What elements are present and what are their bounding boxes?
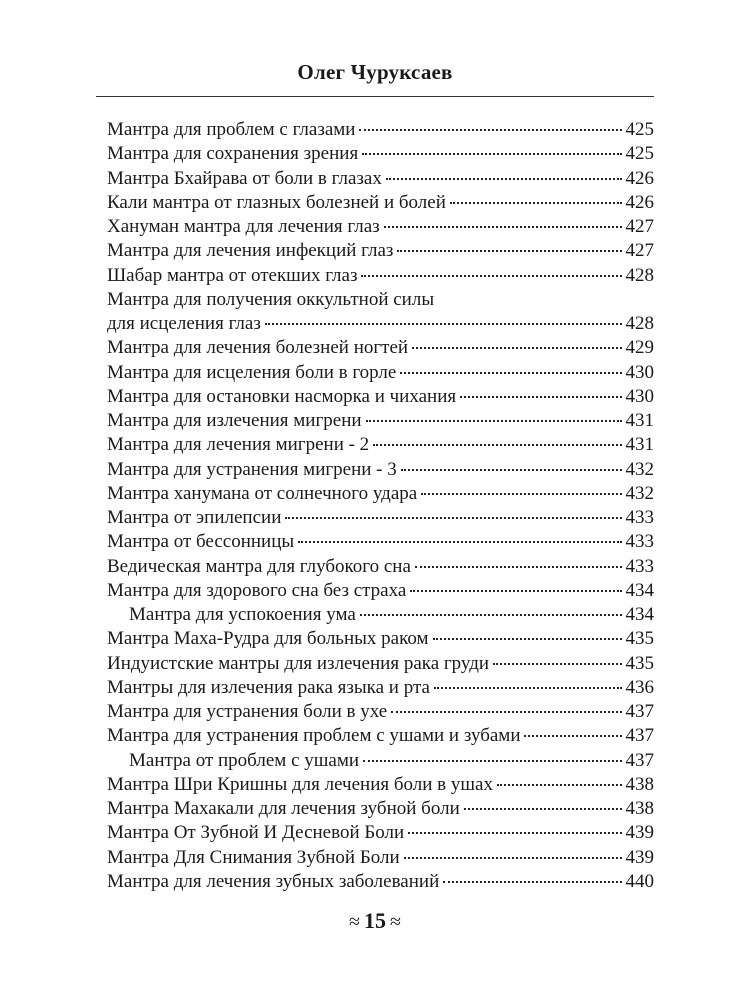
toc-entry-page: 425 bbox=[625, 143, 654, 165]
toc-entry-title: для исцеления глаз bbox=[107, 313, 261, 334]
toc-entry-title: Мантра для успокоения ума bbox=[129, 604, 356, 625]
dot-leader bbox=[366, 419, 622, 422]
toc-entry-page: 432 bbox=[625, 458, 654, 480]
dot-leader bbox=[421, 492, 621, 495]
toc-entry-page: 434 bbox=[625, 604, 654, 625]
toc-entry-title: Мантра Маха-Рудра для больных раком bbox=[107, 628, 429, 650]
toc-entry-title: Мантра Махакали для лечения зубной боли bbox=[107, 798, 460, 819]
toc-entry-title: Мантра ханумана от солнечного удара bbox=[107, 482, 418, 504]
toc-entry-page: 435 bbox=[625, 628, 654, 650]
toc-entry bbox=[107, 773, 654, 797]
toc-entry bbox=[107, 142, 654, 166]
dot-leader bbox=[415, 565, 622, 568]
toc-entry-page: 437 bbox=[625, 725, 654, 747]
dot-leader bbox=[265, 322, 622, 325]
toc-entry bbox=[107, 312, 654, 336]
toc-entry-title: Мантра для исцеления боли в горле bbox=[107, 361, 397, 383]
toc-entry-page: 438 bbox=[625, 773, 654, 795]
dot-leader bbox=[391, 710, 621, 713]
toc-entry bbox=[107, 627, 654, 651]
dot-leader bbox=[524, 734, 621, 737]
footer-ornament-left: ≈ bbox=[349, 911, 360, 933]
toc-entry bbox=[107, 530, 654, 554]
toc-entry bbox=[107, 264, 654, 288]
toc-entry-title: Мантра От Зубной И Десневой Боли bbox=[107, 822, 405, 844]
dot-leader bbox=[363, 759, 621, 762]
dot-leader bbox=[408, 831, 621, 834]
toc-entry bbox=[107, 361, 654, 385]
dot-leader bbox=[460, 395, 621, 398]
toc-entry-title-line: Мантра для получения оккультной силы bbox=[107, 288, 435, 310]
toc-entry bbox=[107, 385, 654, 409]
toc-entry bbox=[107, 336, 654, 360]
toc-entry-page: 435 bbox=[625, 652, 654, 674]
toc-entry-page: 439 bbox=[625, 846, 654, 868]
toc-entry bbox=[107, 458, 654, 482]
page-number: 15 bbox=[364, 908, 386, 933]
toc-entry-title: Мантра для излечения мигрени bbox=[107, 410, 362, 431]
toc-entry bbox=[107, 555, 654, 579]
dot-leader bbox=[433, 637, 622, 640]
toc-entry bbox=[107, 506, 654, 530]
toc-entry-page: 433 bbox=[625, 507, 654, 528]
dot-leader bbox=[359, 128, 621, 131]
toc-entry bbox=[107, 603, 654, 627]
toc-entry bbox=[107, 215, 654, 239]
toc-entry-page: 431 bbox=[625, 434, 654, 456]
toc-entry bbox=[107, 797, 654, 821]
toc-entry-title: Мантра Для Снимания Зубной Боли bbox=[107, 846, 400, 868]
dot-leader bbox=[397, 249, 621, 252]
toc-entry-page: 430 bbox=[625, 361, 654, 383]
dot-leader bbox=[497, 783, 622, 786]
toc-entry-page: 439 bbox=[625, 822, 654, 844]
toc-entry bbox=[107, 239, 654, 263]
footer-ornament-right: ≈ bbox=[390, 911, 401, 933]
toc-entry bbox=[107, 118, 654, 142]
toc-entry-title: Мантра для устранения боли в ухе bbox=[107, 701, 388, 722]
toc-entry bbox=[107, 676, 654, 700]
toc-entry bbox=[107, 724, 654, 748]
toc-entry-page: 430 bbox=[625, 385, 654, 407]
dot-leader bbox=[298, 540, 621, 543]
dot-leader bbox=[464, 807, 622, 810]
toc-entry-title: Мантра для лечения инфекций глаз bbox=[107, 240, 394, 262]
toc-entry bbox=[107, 870, 654, 894]
toc-entry-title: Мантра от бессонницы bbox=[107, 531, 295, 553]
dot-leader bbox=[373, 443, 621, 446]
toc-entry-page: 436 bbox=[625, 676, 654, 698]
dot-leader bbox=[401, 468, 622, 471]
dot-leader bbox=[493, 662, 621, 665]
table-of-contents bbox=[107, 118, 654, 894]
toc-entry bbox=[107, 846, 654, 870]
toc-entry bbox=[107, 191, 654, 215]
toc-entry-title: Шабар мантра от отекших глаз bbox=[107, 264, 358, 286]
toc-entry bbox=[107, 821, 654, 845]
toc-entry bbox=[107, 433, 654, 457]
toc-entry-title: Мантра от проблем с ушами bbox=[129, 749, 360, 771]
toc-entry-title: Ведическая мантра для глубокого сна bbox=[107, 555, 411, 577]
toc-entry-title: Мантра Бхайрава от боли в глазах bbox=[107, 167, 382, 189]
toc-entry-title: Мантра для здорового сна без страха bbox=[107, 579, 407, 601]
toc-entry-title: Хануман мантра для лечения глаз bbox=[107, 216, 380, 237]
toc-entry-title: Мантра для лечения зубных заболеваний bbox=[107, 870, 440, 892]
toc-entry-title: Мантра от эпилепсии bbox=[107, 507, 282, 528]
toc-entry-page: 437 bbox=[625, 701, 654, 722]
toc-entry-page: 437 bbox=[625, 749, 654, 771]
toc-entry-page: 426 bbox=[625, 191, 654, 213]
dot-leader bbox=[404, 856, 622, 859]
toc-entry-title: Мантра для остановки насморка и чихания bbox=[107, 385, 457, 407]
toc-entry-page: 440 bbox=[625, 870, 654, 892]
dot-leader bbox=[450, 201, 622, 204]
toc-entry-title: Мантра для проблем с глазами bbox=[107, 119, 356, 140]
dot-leader bbox=[361, 274, 621, 277]
toc-entry-title: Мантра для устранения проблем с ушами и зубами bbox=[107, 725, 521, 747]
toc-entry-title: Мантра для устранения мигрени - 3 bbox=[107, 458, 397, 480]
toc-entry-page: 432 bbox=[625, 482, 654, 504]
toc-entry-page: 431 bbox=[625, 410, 654, 431]
toc-entry-page: 429 bbox=[625, 337, 654, 359]
toc-entry bbox=[107, 749, 654, 773]
toc-entry bbox=[107, 482, 654, 506]
toc-entry-page: 425 bbox=[625, 119, 654, 140]
dot-leader bbox=[285, 516, 621, 519]
header-divider bbox=[96, 96, 654, 97]
toc-entry bbox=[107, 652, 654, 676]
page-footer bbox=[0, 908, 750, 934]
toc-entry bbox=[107, 579, 654, 603]
toc-entry-title: Мантра для лечения мигрени - 2 bbox=[107, 434, 370, 456]
toc-entry-page: 438 bbox=[625, 798, 654, 819]
toc-entry-page: 427 bbox=[625, 240, 654, 262]
toc-entry bbox=[107, 167, 654, 191]
toc-entry bbox=[107, 409, 654, 433]
toc-entry-title: Мантра Шри Кришны для лечения боли в ушах bbox=[107, 773, 493, 795]
toc-entry bbox=[107, 700, 654, 724]
dot-leader bbox=[386, 177, 622, 180]
running-header-author: Олег Чуруксаев bbox=[297, 60, 453, 84]
dot-leader bbox=[410, 589, 621, 592]
toc-entry-title: Мантра для лечения болезней ногтей bbox=[107, 337, 409, 359]
toc-entry-title: Кали мантра от глазных болезней и болей bbox=[107, 191, 446, 213]
toc-entry-page: 428 bbox=[625, 313, 654, 334]
toc-entry-title: Мантры для излечения рака языка и рта bbox=[107, 676, 430, 698]
toc-entry-title: Мантра для сохранения зрения bbox=[107, 143, 359, 165]
dot-leader bbox=[443, 880, 621, 883]
toc-entry-page: 426 bbox=[625, 167, 654, 189]
toc-entry-title: Индуистские мантры для излечения рака груди bbox=[107, 652, 490, 674]
toc-entry-page: 434 bbox=[625, 579, 654, 601]
toc-entry-page: 433 bbox=[625, 555, 654, 577]
dot-leader bbox=[400, 371, 621, 374]
toc-entry-page: 428 bbox=[625, 264, 654, 286]
dot-leader bbox=[360, 613, 622, 616]
toc-entry-page: 433 bbox=[625, 531, 654, 553]
dot-leader bbox=[362, 152, 621, 155]
dot-leader bbox=[412, 346, 621, 349]
toc-entry-page: 427 bbox=[625, 216, 654, 237]
dot-leader bbox=[384, 225, 622, 228]
dot-leader bbox=[434, 686, 622, 689]
